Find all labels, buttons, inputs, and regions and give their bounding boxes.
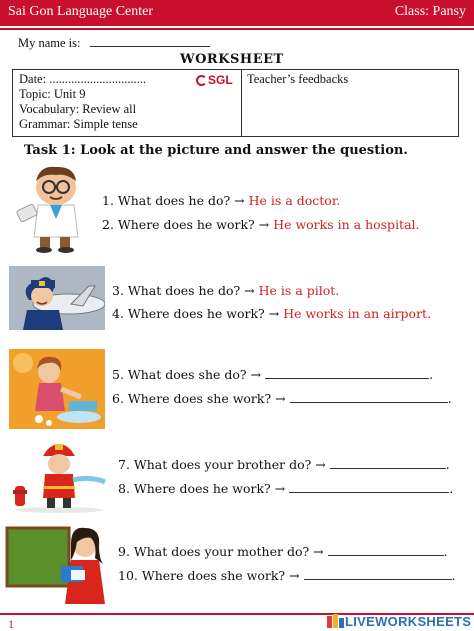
question-4-text: 4. Where does he work? → bbox=[112, 306, 280, 321]
pilot-picture bbox=[9, 266, 105, 330]
watermark-text: LIVEWORKSHEETS bbox=[345, 614, 472, 629]
liveworksheets-logo-icon bbox=[327, 614, 345, 630]
teacher-picture bbox=[5, 524, 110, 604]
logo-mark-icon bbox=[196, 75, 207, 86]
grammar-line: Grammar: Simple tense bbox=[19, 117, 138, 131]
header-bar bbox=[0, 0, 474, 26]
cleaner-icon bbox=[9, 349, 105, 429]
question-10 bbox=[118, 568, 456, 583]
question-7 bbox=[118, 457, 450, 472]
question-9 bbox=[118, 544, 448, 559]
question-1-answer[interactable]: He is a doctor. bbox=[248, 193, 341, 208]
question-1 bbox=[102, 193, 340, 208]
question-2 bbox=[102, 217, 420, 232]
sgl-logo bbox=[196, 73, 240, 91]
question-9-answer-blank[interactable] bbox=[328, 546, 444, 556]
question-3 bbox=[112, 283, 339, 298]
name-row bbox=[18, 36, 210, 51]
question-8-text: 8. Where does he work? → bbox=[118, 481, 286, 496]
cleaner-picture bbox=[9, 349, 105, 429]
liveworksheets-watermark bbox=[325, 613, 474, 631]
question-10-text: 10. Where does she work? → bbox=[118, 568, 300, 583]
question-2-text: 2. Where does he work? → bbox=[102, 217, 270, 232]
feedback-label: Teacher’s feedbacks bbox=[247, 72, 349, 86]
question-5-end: . bbox=[429, 367, 434, 382]
topic-line: Topic: Unit 9 bbox=[19, 87, 86, 101]
question-5-text: 5. What does she do? → bbox=[112, 367, 262, 382]
doctor-icon bbox=[10, 163, 100, 253]
question-8 bbox=[118, 481, 453, 496]
task-title: Task 1: Look at the picture and answer the question. bbox=[24, 143, 408, 158]
question-7-answer-blank[interactable] bbox=[330, 459, 446, 469]
question-4-answer[interactable]: He works in an airport. bbox=[283, 306, 432, 321]
class-label: Class: Pansy bbox=[394, 4, 466, 19]
question-3-answer[interactable]: He is a pilot. bbox=[258, 283, 340, 298]
info-box bbox=[12, 69, 459, 137]
logo-text: SGL bbox=[208, 73, 233, 87]
info-divider bbox=[241, 70, 242, 136]
vocabulary-line: Vocabulary: Review all bbox=[19, 102, 137, 116]
info-lines bbox=[19, 72, 146, 132]
question-8-end: . bbox=[449, 481, 454, 496]
question-2-answer[interactable]: He works in a hospital. bbox=[273, 217, 420, 232]
firefighter-icon bbox=[9, 440, 109, 514]
worksheet-title: WORKSHEET bbox=[180, 52, 284, 67]
question-3-text: 3. What does he do? → bbox=[112, 283, 255, 298]
question-8-answer-blank[interactable] bbox=[289, 483, 449, 493]
date-line: Date: ............................... bbox=[19, 72, 147, 86]
question-6-text: 6. Where does she work? → bbox=[112, 391, 286, 406]
doctor-picture bbox=[10, 163, 100, 253]
page-number: 1 bbox=[8, 617, 14, 631]
question-9-end: . bbox=[443, 544, 448, 559]
question-6-answer-blank[interactable] bbox=[290, 393, 448, 403]
question-4 bbox=[112, 306, 431, 321]
name-label: My name is: bbox=[18, 36, 81, 50]
question-1-text: 1. What does he do? → bbox=[102, 193, 245, 208]
center-name: Sai Gon Language Center bbox=[8, 4, 154, 19]
pilot-icon bbox=[9, 266, 105, 330]
question-7-end: . bbox=[445, 457, 450, 472]
question-6-end: . bbox=[447, 391, 452, 406]
question-10-end: . bbox=[451, 568, 456, 583]
header-divider bbox=[0, 28, 474, 30]
teacher-icon bbox=[5, 524, 110, 604]
question-10-answer-blank[interactable] bbox=[304, 570, 452, 580]
question-9-text: 9. What does your mother do? → bbox=[118, 544, 324, 559]
name-input-blank[interactable] bbox=[90, 37, 210, 47]
question-6 bbox=[112, 391, 452, 406]
firefighter-picture bbox=[9, 440, 109, 514]
question-7-text: 7. What does your brother do? → bbox=[118, 457, 326, 472]
question-5 bbox=[112, 367, 433, 382]
question-5-answer-blank[interactable] bbox=[265, 369, 429, 379]
